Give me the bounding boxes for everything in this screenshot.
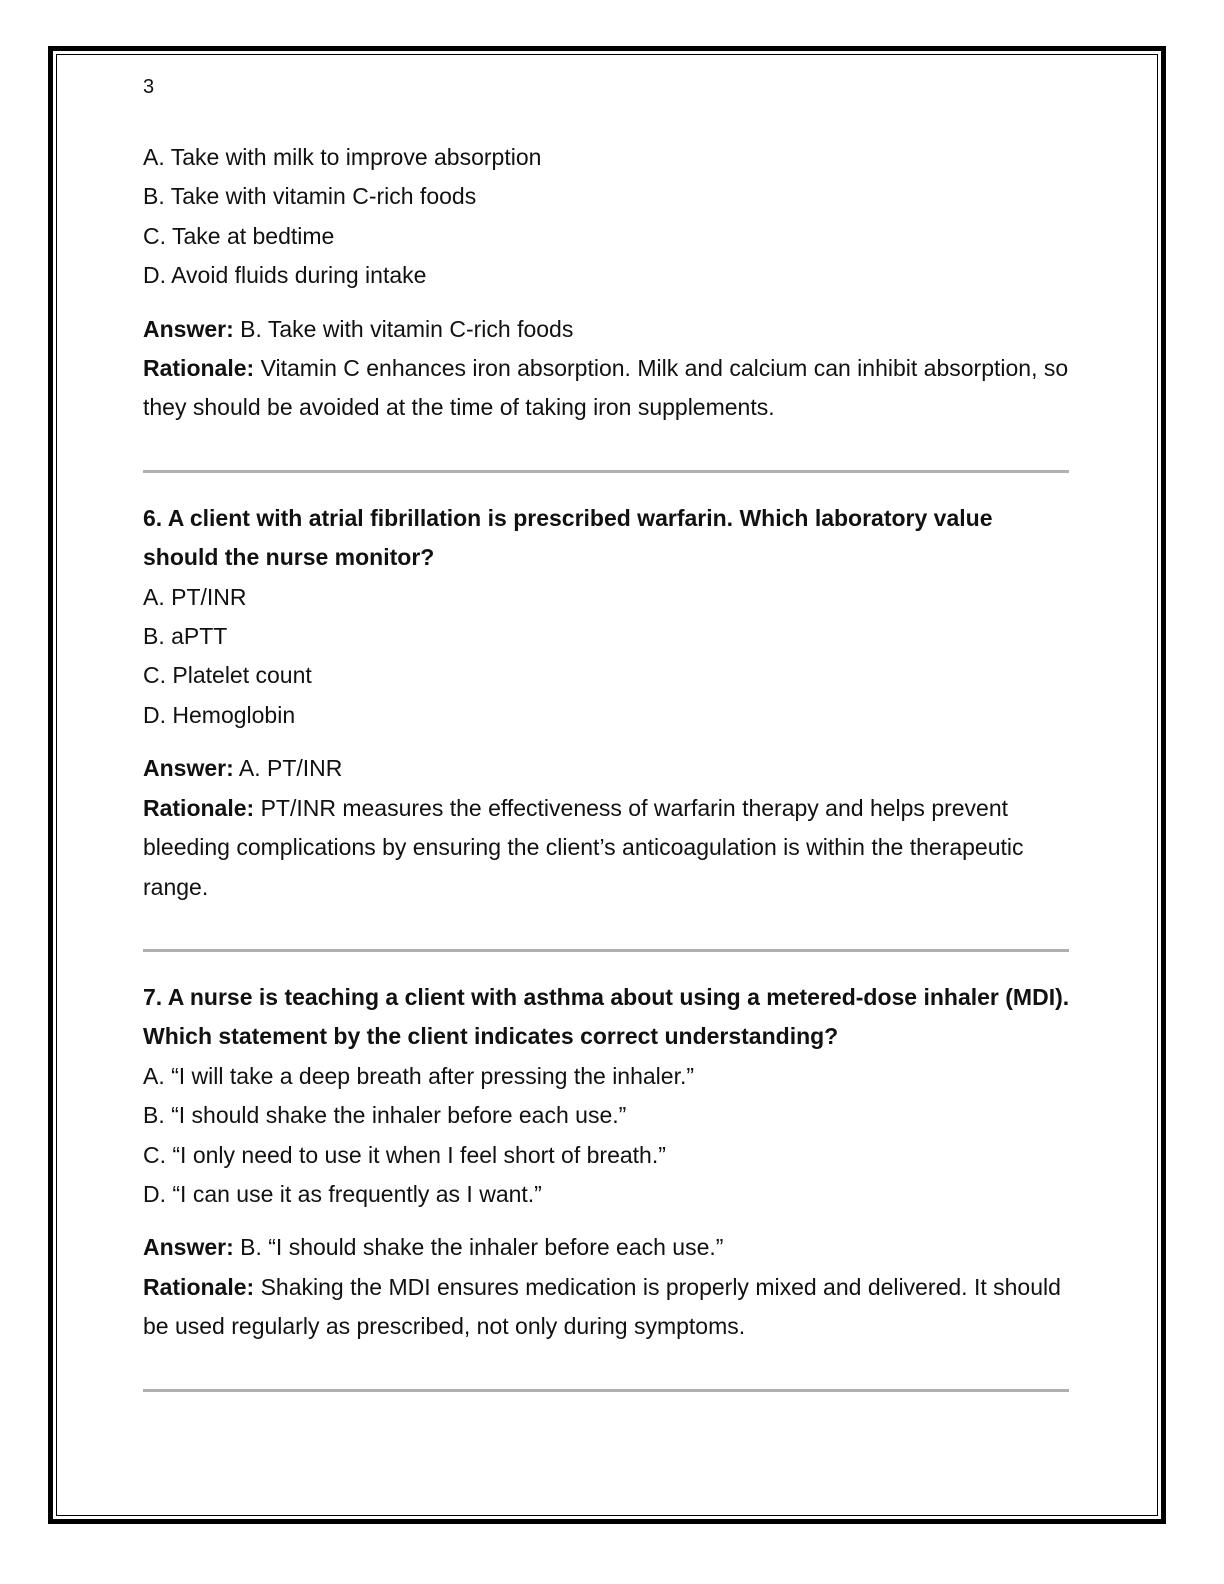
divider-3: [143, 1389, 1069, 1392]
q7-answer-text: B. “I should shake the inhaler before each use.”: [240, 1234, 724, 1261]
q6-rationale-text: PT/INR measures the effectiveness of warfarin therapy and helps prevent bleeding complications by ensuring the client’s anticoagulation is within the therapeutic range.: [143, 794, 1024, 900]
q5-answer-label: Answer:: [143, 315, 234, 342]
q7-answer-label: Answer:: [143, 1234, 234, 1261]
q5-answer: [143, 310, 1073, 349]
q7-answer-block: [143, 1228, 1073, 1346]
q6-rationale: [143, 789, 1073, 907]
q6-answer-text: A. PT/INR: [238, 755, 343, 782]
q5-answer-block: [143, 310, 1073, 428]
q6-rationale-label: Rationale:: [143, 794, 255, 821]
q6-option-b: B. aPTT: [143, 623, 228, 650]
q7-rationale-text: Shaking the MDI ensures medication is properly mixed and delivered. It should be used regularly as prescribed, not only during symptoms.: [143, 1273, 1061, 1340]
q7-rationale: [143, 1268, 1073, 1347]
q5-option-b: B. Take with vitamin C-rich foods: [143, 183, 477, 210]
q5-answer-text: B. Take with vitamin C-rich foods: [240, 315, 574, 342]
q6-option-c: C. Platelet count: [143, 662, 312, 689]
divider-2: [143, 949, 1069, 952]
q5-rationale-text: Vitamin C enhances iron absorption. Milk and calcium can inhibit absorption, so they should be avoided at the time of taking iron supplements.: [143, 355, 1069, 421]
question-5: [143, 138, 1073, 428]
question-6: [143, 499, 1073, 907]
page-content: [143, 70, 1073, 1418]
q7-question: 7. A nurse is teaching a client with asthma about using a metered-dose inhaler (MDI). Which statement by the client indicates correct understanding?: [143, 983, 1070, 1050]
question-7: [143, 978, 1073, 1347]
q7-option-d: D. “I can use it as frequently as I want.”: [143, 1180, 542, 1207]
q6-answer: [143, 749, 1073, 788]
q6-answer-block: [143, 749, 1073, 907]
page-number: 3: [143, 76, 155, 98]
q6-option-a: A. PT/INR: [143, 583, 247, 610]
q6-answer-label: Answer:: [143, 755, 234, 782]
q5-rationale-label: Rationale:: [143, 355, 255, 382]
q6-option-d: D. Hemoglobin: [143, 701, 296, 728]
q7-option-c: C. “I only need to use it when I feel short of breath.”: [143, 1141, 666, 1168]
q6-question: 6. A client with atrial fibrillation is prescribed warfarin. Which laboratory value should the nurse monitor?: [143, 504, 993, 571]
divider-1: [143, 470, 1069, 473]
q7-answer: [143, 1228, 1073, 1267]
q5-option-d: D. Avoid fluids during intake: [143, 262, 427, 289]
q7-rationale-label: Rationale:: [143, 1273, 255, 1300]
q5-option-a: A. Take with milk to improve absorption: [143, 144, 542, 170]
q7-option-a: A. “I will take a deep breath after pressing the inhaler.”: [143, 1062, 695, 1089]
q7-option-b: B. “I should shake the inhaler before each use.”: [143, 1102, 627, 1129]
q5-rationale: [143, 349, 1073, 428]
q5-option-c: C. Take at bedtime: [143, 222, 335, 249]
